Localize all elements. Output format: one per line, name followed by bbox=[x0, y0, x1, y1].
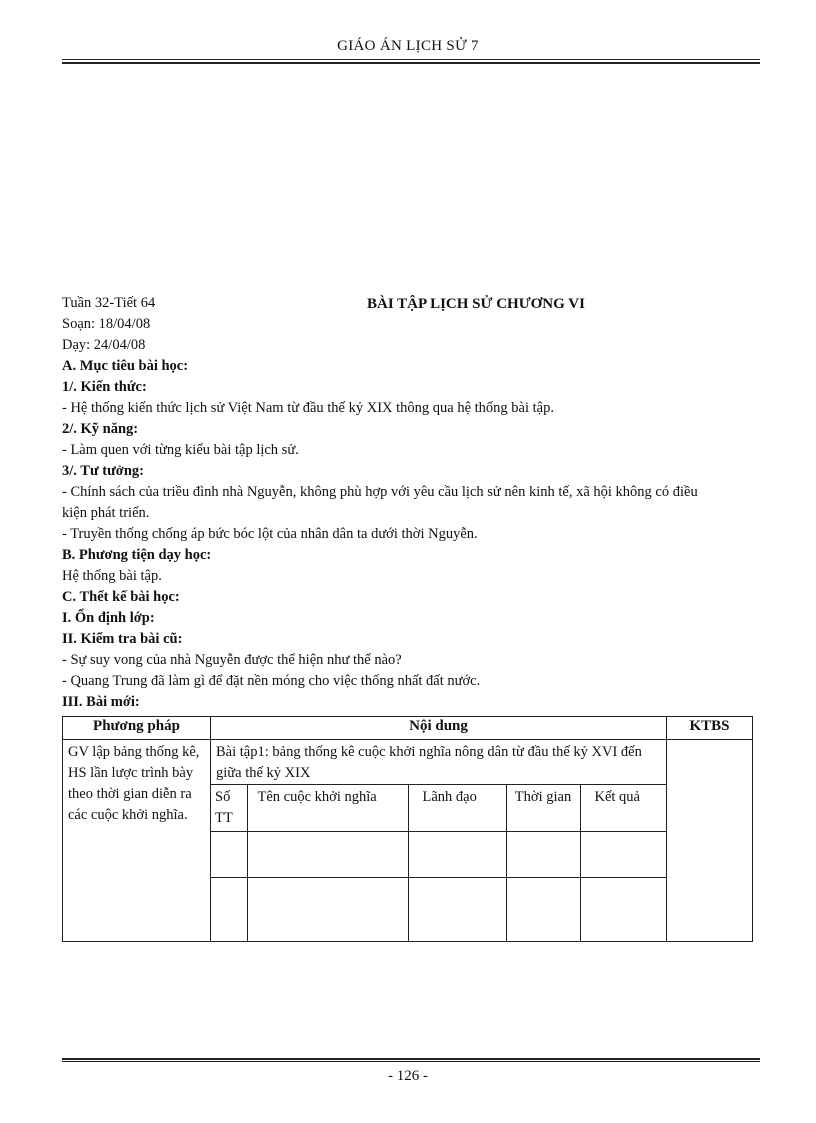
page-number: - 126 - bbox=[388, 1068, 428, 1084]
leader-column-header: Lãnh đạo bbox=[408, 785, 506, 832]
table-cell bbox=[247, 832, 408, 878]
thought-text-2: - Truyền thống chống áp bức bóc lột của nhân dân ta dưới thời Nguyễn. bbox=[62, 526, 478, 542]
uprising-name-column-header: Tên cuộc khởi nghĩa bbox=[247, 785, 408, 832]
uprising-table-header-row bbox=[211, 785, 667, 832]
table-cell bbox=[506, 878, 580, 941]
table-cell bbox=[211, 878, 247, 941]
section-iii-heading: III. Bài mới: bbox=[62, 694, 140, 710]
week-period: Tuần 32-Tiết 64 bbox=[62, 295, 156, 311]
header-rule-bottom bbox=[62, 62, 760, 64]
method-column-header: Phương pháp bbox=[63, 717, 211, 740]
table-cell bbox=[408, 878, 506, 941]
lesson-table-row bbox=[63, 740, 753, 942]
exercise-1-text: Bài tập1: bảng thống kê cuộc khởi nghĩa nông dân từ đầu thế kỷ XVI đến giữa thế kỷ XIX bbox=[216, 744, 642, 781]
table-cell bbox=[580, 878, 667, 941]
skills-heading: 2/. Kỹ năng: bbox=[62, 421, 139, 437]
thought-text-1: - Chính sách của triều đình nhà Nguyễn, không phù hợp với yêu cầu lịch sử nên kinh tế, xã hội không có điều kiện phát triển. bbox=[62, 484, 698, 521]
table-cell bbox=[408, 832, 506, 878]
lesson-table-header-row bbox=[63, 717, 753, 740]
ktbs-column-header: KTBS bbox=[667, 717, 753, 740]
table-cell bbox=[506, 832, 580, 878]
time-column-header: Thời gian bbox=[506, 785, 580, 832]
footer-rule-bottom bbox=[62, 1061, 760, 1062]
no-column-header: Số TT bbox=[211, 785, 247, 832]
table-cell bbox=[247, 878, 408, 941]
table-cell bbox=[211, 832, 247, 878]
footer-rule-top bbox=[62, 1058, 760, 1060]
section-ii-text-1: - Sự suy vong của nhà Nguyễn được thể hiện như thế nào? bbox=[62, 652, 402, 668]
section-a-heading: A. Mục tiêu bài học: bbox=[62, 358, 189, 374]
uprising-table-row bbox=[211, 832, 667, 878]
prepared-date: Soạn: 18/04/08 bbox=[62, 316, 151, 332]
uprising-table-row bbox=[211, 878, 667, 941]
result-column-header: Kết quả bbox=[580, 785, 667, 832]
section-c-heading: C. Thết kế bài học: bbox=[62, 589, 180, 605]
page-header-title: GIÁO ÁN LỊCH SỬ 7 bbox=[337, 38, 479, 54]
lesson-meta bbox=[62, 293, 155, 356]
section-b-text: Hệ thống bài tập. bbox=[62, 568, 162, 584]
content-cell bbox=[211, 740, 667, 942]
header-rule-top bbox=[62, 59, 760, 60]
method-cell: GV lập bảng thống kê, HS lần lược trình bày theo thời gian diễn ra các cuộc khởi nghĩa. bbox=[63, 740, 211, 942]
knowledge-text: - Hệ thống kiến thức lịch sử Việt Nam từ đầu thế kỷ XIX thông qua hệ thống bài tập. bbox=[62, 400, 554, 416]
content-column-header: Nội dung bbox=[211, 717, 667, 740]
thought-heading: 3/. Tư tưởng: bbox=[62, 463, 144, 479]
section-ii-heading: II. Kiểm tra bài cũ: bbox=[62, 631, 183, 647]
section-b-heading: B. Phương tiện dạy học: bbox=[62, 547, 212, 563]
section-i-heading: I. Ổn định lớp: bbox=[62, 610, 155, 626]
lesson-title: BÀI TẬP LỊCH SỬ CHƯƠNG VI bbox=[367, 296, 585, 312]
lesson-table bbox=[62, 716, 753, 942]
lesson-body bbox=[62, 356, 722, 713]
skills-text: - Làm quen với từng kiểu bài tập lịch sử. bbox=[62, 442, 299, 458]
uprising-stats-table bbox=[211, 784, 667, 941]
taught-date: Dạy: 24/04/08 bbox=[62, 337, 146, 353]
ktbs-cell bbox=[667, 740, 753, 942]
table-cell bbox=[580, 832, 667, 878]
knowledge-heading: 1/. Kiến thức: bbox=[62, 379, 147, 395]
section-ii-text-2: - Quang Trung đã làm gì để đặt nền móng cho việc thống nhất đất nước. bbox=[62, 673, 481, 689]
